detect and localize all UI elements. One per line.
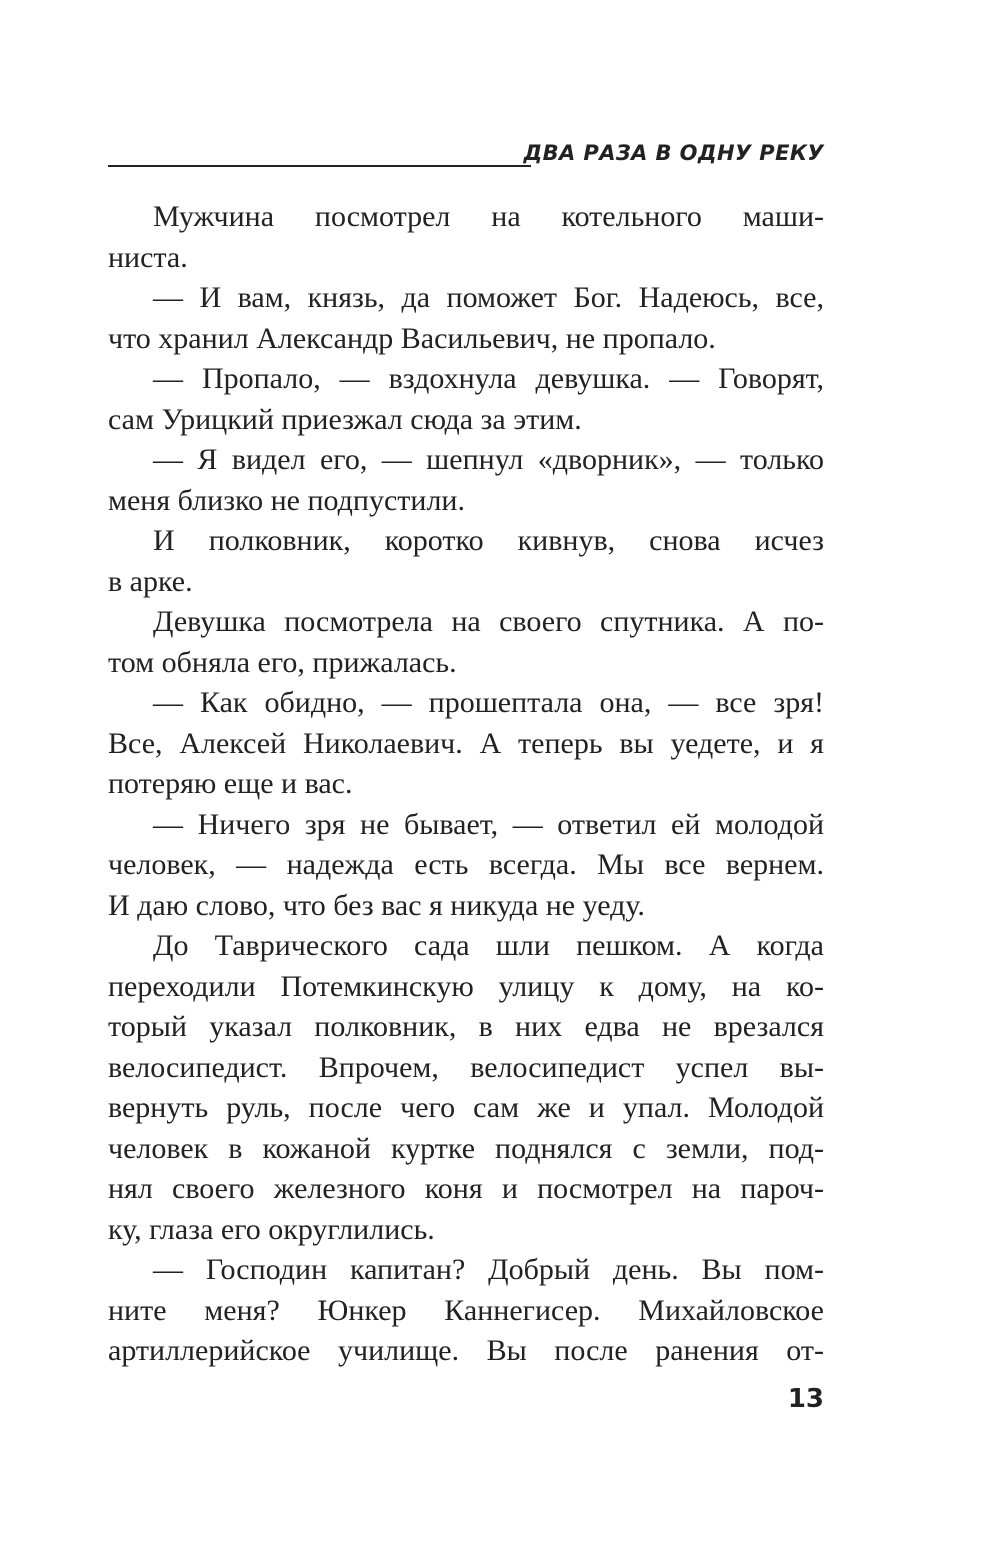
- text-line: меня близко не подпустили.: [108, 483, 465, 517]
- text-line: велосипедист. Впрочем, велосипедист успел вы-: [108, 1050, 824, 1084]
- text-line: И полковник, коротко кивнув, снова исчез: [153, 524, 824, 557]
- text-line: — Господин капитан? Добрый день. Вы пом-: [153, 1253, 824, 1286]
- text-line: — Я видел его, — шепнул «дворник», — только: [153, 443, 824, 476]
- text-line: До Таврического сада шли пешком. А когда: [153, 929, 824, 962]
- text-line: ниста.: [108, 240, 188, 274]
- text-line: — Ничего зря не бывает, — ответил ей молодой: [153, 807, 824, 841]
- text-line: нял своего железного коня и посмотрел на пароч-: [108, 1172, 824, 1205]
- text-line: И даю слово, что без вас я никуда не уеду.: [108, 888, 645, 922]
- text-line: человек, — надежда есть всегда. Мы все вернем.: [108, 848, 824, 881]
- running-head-title: ДВА РАЗА В ОДНУ РЕКУ: [523, 141, 824, 165]
- running-head: [108, 138, 824, 176]
- text-line: том обняла его, прижалась.: [108, 645, 457, 679]
- text-line: в арке.: [108, 564, 193, 598]
- page-number: 13: [787, 1384, 824, 1414]
- text-line: человек в кожаной куртке поднялся с земли, под-: [108, 1131, 824, 1165]
- text-line: — Пропало, — вздохнула девушка. — Говорят,: [153, 362, 824, 395]
- text-line: — Как обидно, — прошептала она, — все зря!: [153, 686, 824, 719]
- text-line: — И вам, князь, да поможет Бог. Надеюсь, все,: [153, 281, 824, 314]
- text-line: ку, глаза его округлились.: [108, 1212, 435, 1246]
- text-line: Девушка посмотрела на своего спутника. А по-: [153, 605, 824, 638]
- running-head-rule: [108, 165, 531, 167]
- text-line: торый указал полковник, в них едва не врезался: [108, 1010, 824, 1043]
- text-line: переходили Потемкинскую улицу к дому, на ко-: [108, 969, 824, 1003]
- text-line: артиллерийское училище. Вы после ранения от-: [108, 1334, 824, 1367]
- text-line: потеряю еще и вас.: [108, 767, 353, 800]
- text-line: сам Урицкий приезжал сюда за этим.: [108, 402, 582, 436]
- text-line: Мужчина посмотрел на котельного маши-: [153, 200, 824, 233]
- text-line: Все, Алексей Николаевич. А теперь вы уедете, и я: [108, 726, 824, 760]
- body-text: [108, 197, 824, 1372]
- text-line: вернуть руль, после чего сам же и упал. Молодой: [108, 1091, 824, 1124]
- text-line: ните меня? Юнкер Каннегисер. Михайловское: [108, 1293, 824, 1327]
- text-line: что хранил Александр Васильевич, не пропало.: [108, 321, 716, 355]
